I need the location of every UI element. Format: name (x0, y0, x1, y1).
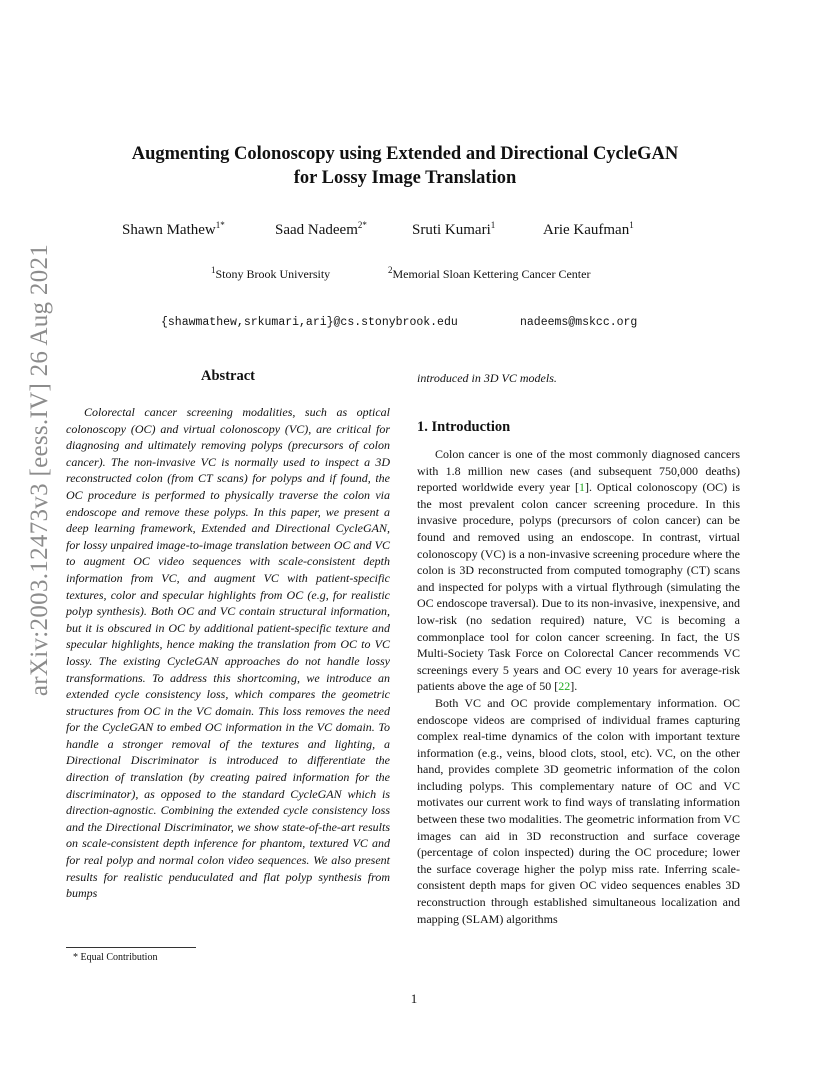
affiliation-mark: 2 (388, 265, 393, 275)
arxiv-stamp-text: arXiv:2003.12473v3 [eess.IV] 26 Aug 2021 (26, 243, 53, 697)
footnote: * Equal Contribution (73, 952, 158, 963)
author-3 (412, 220, 495, 239)
citation-link[interactable]: 1 (578, 480, 585, 495)
introduction-heading: 1. Introduction (417, 419, 511, 435)
author-name: Saad Nadeem (275, 222, 358, 238)
author-affil-mark: 1 (490, 220, 496, 230)
intro-paragraph-2: Both VC and OC provide complementary information. OC endoscope videos are comprised of individual frames capturing complex real-time dynamics of the colon with important texture information (e.g., veins, blood clots, stool, etc). VC, on the other hand, provides complete 3D geometric information of the colon including polyps. This complementary nature of OC and VC motivates our current work to find ways of translating information between these two modalities. The geometric information from VC images can aid in 3D reconstruction and surface coverage (percentage of colon inspected) during the OC procedure; lower the surface coverage higher the polyp miss rate. Inferring scale-consistent depth maps for given OC video sequences enables 3D reconstruction through established simultaneous localization and mapping (SLAM) algorithms (417, 695, 740, 926)
abstract-continuation: introduced in 3D VC models. (417, 371, 557, 385)
email-mskcc: nadeems@mskcc.org (520, 316, 638, 329)
author-affil-mark: 1 (629, 220, 634, 230)
intro-p1-part-c: ]. (570, 679, 578, 694)
email-stonybrook: {shawmathew,srkumari,ari}@cs.stonybrook.edu (161, 316, 458, 329)
affiliation-name: Memorial Sloan Kettering Cancer Center (392, 267, 591, 281)
author-name: Sruti Kumari (412, 222, 491, 238)
affiliation-1 (211, 265, 330, 282)
author-list (0, 220, 828, 240)
author-name: Shawn Mathew (122, 222, 216, 238)
intro-p1-part-a: Colon cancer is one of the most commonly diagnosed cancers with 1.8 million new cases (and subsequent 750,000 deaths) reported worldwide every year [ (417, 447, 740, 495)
title-line-2: for Lossy Image Translation (293, 168, 517, 188)
arxiv-identifier-stamp (20, 243, 60, 697)
author-2 (275, 220, 367, 239)
author-affil-mark: 1* (215, 220, 225, 230)
author-4 (543, 220, 634, 239)
page-number: 1 (410, 991, 418, 1006)
author-affil-mark: 2* (357, 220, 367, 230)
citation-link[interactable]: 22 (558, 679, 571, 694)
abstract-text: Colorectal cancer screening modalities, such as optical colonoscopy (OC) and virtual colonoscopy (VC), are critical for diagnosing and ultimately removing polyps (precursors of colon cancer). The non-invasive VC is normally used to inspect a 3D reconstructed colon (from CT scans) for polyps and if found, the OC procedure is performed to physically traverse the colon via endoscope and remove these polyps. In this paper, we present a deep learning framework, Extended and Directional CycleGAN, for lossy unpaired image-to-image translation between OC and VC to augment OC video sequences with scale-consistent depth information from VC, and augment VC with patient-specific textures, color and specular highlights from OC (e.g, for realistic polyp synthesis). Both OC and VC contain structural information, but it is obscured in OC by additional patient-specific texture and specular highlights, hence making the translation from OC to VC lossy. The existing CycleGAN approaches do not handle lossy transformations. To address this shortcoming, we introduce an extended cycle consistency loss, which compares the geometric structures from OC in the VC domain. This loss removes the need for the CycleGAN to embed OC information in the VC domain. To handle a stronger removal of the textures and lighting, a Directional Discriminator is introduced to differentiate the direction of translation (by creating paired information for the discriminator), as opposed to the standard CycleGAN which is direction-agnostic. Combining the extended cycle consistency loss and the Directional Discriminator, we show state-of-the-art results on scale-consistent depth inference for phantom, textured VC and for real polyp and normal colon video sequences. We also present results for realistic penduculated and flat polyp synthesis from bumps (66, 405, 390, 901)
paper-title (100, 142, 710, 190)
footnote-rule (66, 947, 196, 948)
intro-paragraph-1 (417, 446, 740, 695)
affiliation-name: Stony Brook University (215, 267, 331, 281)
author-name: Arie Kaufman (543, 222, 630, 238)
intro-p1-part-b: ]. Optical colonoscopy (OC) is the most prevalent colon cancer screening procedure. In this invasive procedure, polyps (precursors of colon cancer) can be found and removed using an endoscope. In contrast, virtual colonoscopy (VC) is a non-invasive screening procedure where the colon is 3D reconstructed from computed tomography (CT) scans and inspected for polyps with a virtual flythrough (simulating the OC endoscope traversal). Due to its non-invasive, inexpensive, and low-risk (no sedation required) nature, VC is becoming a commonplace tool for colon cancer screening. In fact, the US Multi-Society Task Force on Colorectal Cancer recommends VC screenings every 5 years and OC every 10 years for average-risk patients above the age of 50 [ (417, 480, 741, 694)
title-line-1: Augmenting Colonoscopy using Extended and Directional CycleGAN (131, 144, 679, 164)
abstract-heading: Abstract (201, 368, 255, 384)
affiliation-mark: 1 (211, 265, 216, 275)
introduction-text (417, 446, 740, 927)
author-1 (122, 220, 225, 239)
affiliation-2 (388, 265, 590, 282)
